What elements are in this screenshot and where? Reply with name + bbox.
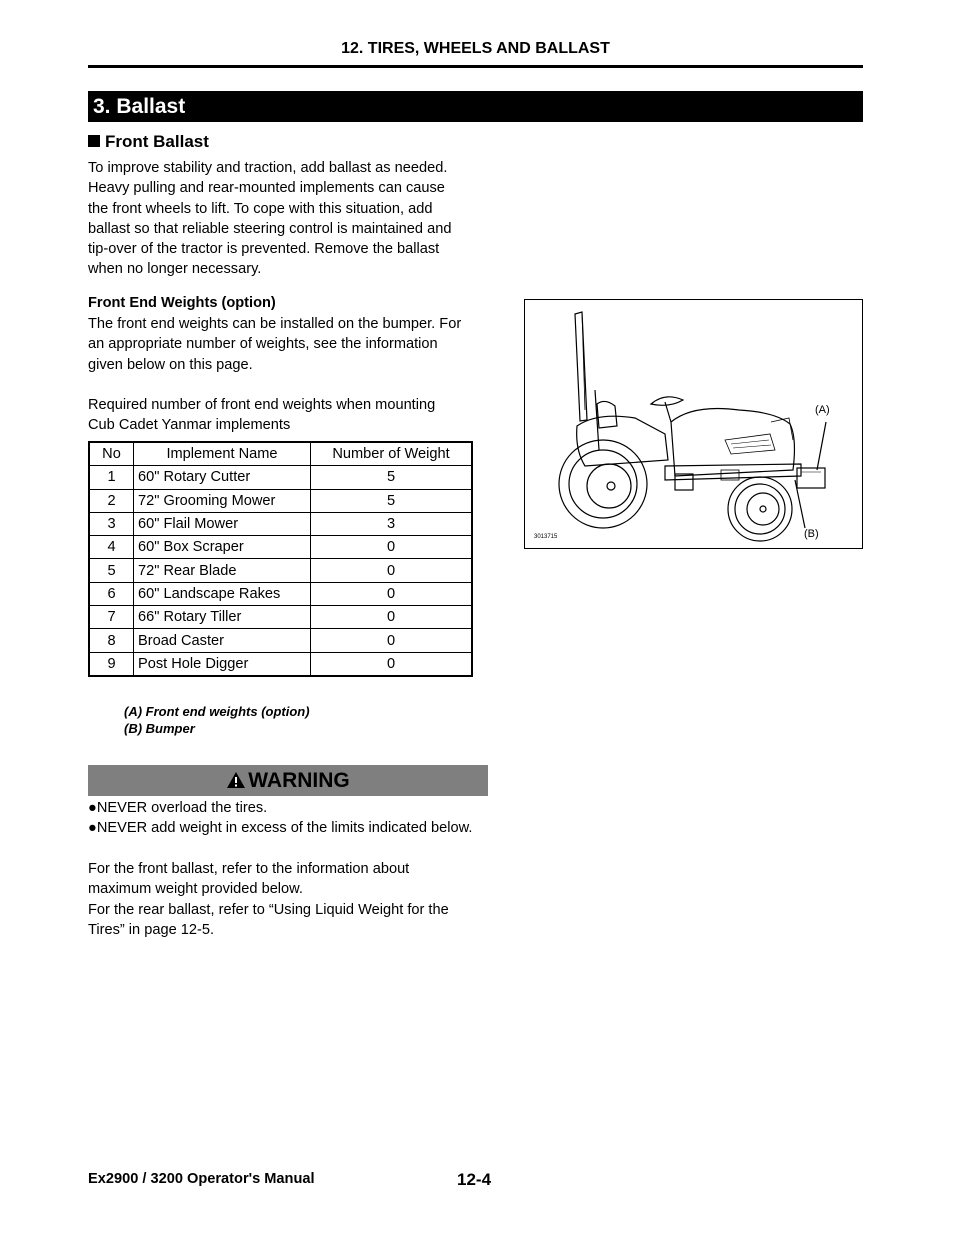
leader-line-a [817, 422, 826, 470]
warning-bullet [88, 820, 472, 836]
rear-wheel [559, 440, 647, 528]
running-header: 12. TIRES, WHEELS AND BALLAST [341, 40, 610, 57]
warning-bullet [88, 800, 267, 816]
caption-a: (A) Front end weights (option) [124, 704, 310, 719]
front-ballast-paragraph [88, 158, 451, 280]
warning-banner [88, 765, 488, 796]
figure-label-a: (A) [815, 404, 830, 416]
footer-manual-title: Ex2900 / 3200 Operator's Manual [88, 1171, 315, 1187]
paragraph-line: Tires” in page 12-5. [88, 921, 214, 938]
table-row [89, 536, 472, 559]
tractor-illustration [525, 300, 862, 548]
figure-label-b: (B) [804, 528, 819, 540]
tractor-frame [665, 464, 801, 480]
cell-implement: 60" Landscape Rakes [134, 582, 311, 605]
cell-implement: 60" Flail Mower [134, 512, 311, 535]
square-bullet-icon [88, 135, 100, 147]
ballast-reference-paragraph [88, 859, 449, 940]
column-header-no: No [89, 442, 134, 466]
cell-implement: Post Hole Digger [134, 652, 311, 676]
figure-code: 3013715 [534, 534, 558, 540]
table-row [89, 606, 472, 629]
column-header-number: Number of Weight [311, 442, 473, 466]
warning-bullet-text: NEVER overload the tires. [96, 800, 268, 816]
paragraph-line: Heavy pulling and rear-mounted implements can cause [88, 180, 445, 197]
cell-weight-count: 0 [311, 652, 473, 676]
cell-weight-count: 5 [311, 489, 473, 512]
paragraph-line: ballast so that reliable steering control is maintained and [88, 220, 452, 237]
cell-weight-count: 0 [311, 559, 473, 582]
cell-implement: 72" Rear Blade [134, 559, 311, 582]
seat-shape [597, 401, 617, 428]
header-rule [88, 65, 863, 68]
page-number: 12-4 [457, 1170, 492, 1189]
warning-title: WARNING [248, 769, 350, 792]
cell-implement: 66" Rotary Tiller [134, 606, 311, 629]
cell-no: 1 [89, 466, 134, 489]
front-weights-table [88, 441, 473, 677]
cell-no: 6 [89, 582, 134, 605]
cell-implement: 60" Rotary Cutter [134, 466, 311, 489]
caption-b: (B) Bumper [124, 721, 195, 736]
cell-implement: Broad Caster [134, 629, 311, 652]
table-row [89, 466, 472, 489]
paragraph-line: when no longer necessary. [88, 261, 262, 278]
paragraph-line: For the front ballast, refer to the information about [88, 861, 410, 877]
leader-line-b [795, 480, 805, 528]
section-title: 3. Ballast [88, 91, 863, 122]
table-row [89, 512, 472, 535]
paragraph-line: Cub Cadet Yanmar implements [88, 417, 291, 434]
cell-no: 4 [89, 536, 134, 559]
cell-weight-count: 5 [311, 466, 473, 489]
cell-no: 8 [89, 629, 134, 652]
tractor-figure [524, 299, 863, 549]
bullet-dot-icon: ● [88, 820, 97, 836]
paragraph-line: the front wheels to lift. To cope with this situation, add [88, 200, 433, 217]
front-ballast-heading [88, 132, 209, 152]
cell-weight-count: 0 [311, 606, 473, 629]
front-end-weights-heading: Front End Weights (option) [88, 295, 276, 311]
warning-triangle-icon [226, 771, 246, 789]
paragraph-line: To improve stability and traction, add ballast as needed. [88, 160, 448, 176]
paragraph-line: maximum weight provided below. [88, 881, 303, 898]
cell-no: 3 [89, 512, 134, 535]
cell-weight-count: 0 [311, 536, 473, 559]
table-row [89, 582, 472, 605]
cell-implement: 60" Box Scraper [134, 536, 311, 559]
steering-wheel [651, 397, 683, 406]
front-end-weights-paragraph [88, 314, 461, 375]
table-row [89, 629, 472, 652]
required-weights-paragraph [88, 395, 435, 436]
paragraph-line: given below on this page. [88, 356, 253, 373]
table-row [89, 559, 472, 582]
cell-weight-count: 0 [311, 629, 473, 652]
front-ballast-heading-text: Front Ballast [105, 132, 209, 151]
column-header-implement: Implement Name [134, 442, 311, 466]
cell-no: 9 [89, 652, 134, 676]
cell-no: 5 [89, 559, 134, 582]
cell-no: 7 [89, 606, 134, 629]
cell-no: 2 [89, 489, 134, 512]
paragraph-line: For the rear ballast, refer to “Using Liquid Weight for the [88, 901, 449, 918]
bullet-dot-icon: ● [88, 800, 97, 816]
warning-bullet-text: NEVER add weight in excess of the limits indicated below. [96, 820, 473, 836]
table-row [89, 652, 472, 676]
paragraph-line: The front end weights can be installed on the bumper. For [88, 316, 462, 332]
table-header-row [89, 442, 472, 466]
cell-weight-count: 3 [311, 512, 473, 535]
paragraph-line: tip-over of the tractor is prevented. Remove the ballast [88, 241, 440, 258]
table-row [89, 489, 472, 512]
cell-implement: 72" Grooming Mower [134, 489, 311, 512]
paragraph-line: an appropriate number of weights, see the information [88, 336, 438, 353]
cell-weight-count: 0 [311, 582, 473, 605]
paragraph-line: Required number of front end weights when mounting [88, 397, 436, 413]
rear-fender [577, 416, 668, 466]
